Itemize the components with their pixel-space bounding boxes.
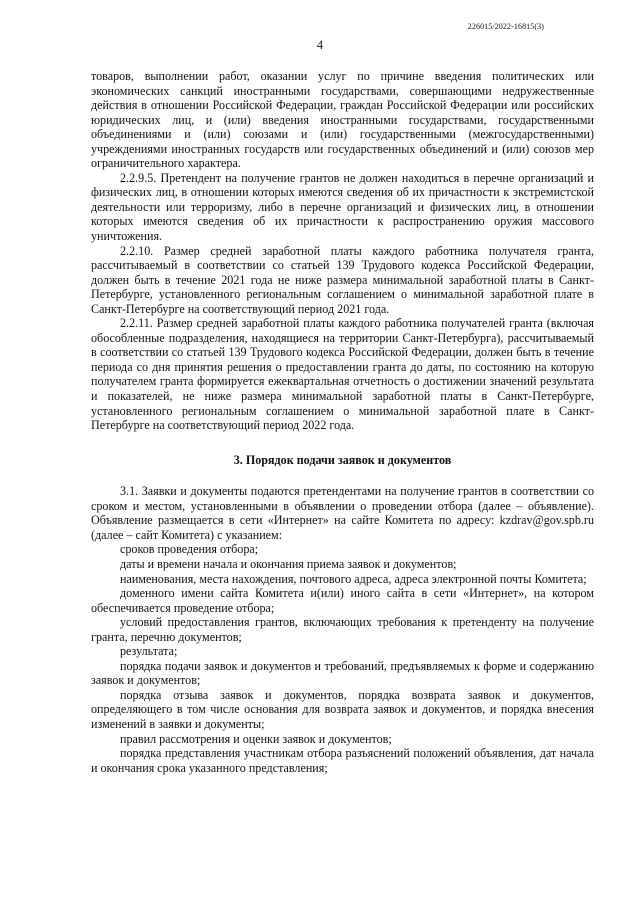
document-id: 226015/2022-16815(3) bbox=[467, 22, 544, 31]
page-number: 4 bbox=[316, 38, 324, 52]
list-item: условий предоставления грантов, включающих требования к претенденту на получение гранта, перечню документов; bbox=[91, 615, 594, 644]
document-body bbox=[91, 69, 594, 775]
list-item: правил рассмотрения и оценки заявок и документов; bbox=[120, 731, 392, 746]
list-item: порядка подачи заявок и документов и требований, предъявляемых к форме и содержанию заявок и документов; bbox=[91, 658, 594, 688]
paragraph-continuation: товаров, выполнении работ, оказании услуг по причине введения политических или экономических санкций иностранными государствами, совершающими недружественные действия в отношении Российской Федерации, граждан Российской Федерации или российских юридических лиц, и (или) введения иностранными государствами, государственными объединениями и (или) союзами и (или) государственными (межгосударственными) учреждениями иностранных государств или государственных объединений и (или) союзов мер ограничительного характера. bbox=[91, 69, 594, 171]
list-item: доменного имени сайта Комитета и(или) иного сайта в сети «Интернет», на котором обеспечивается проведение отбора; bbox=[91, 586, 594, 615]
paragraph-2-2-11: 2.2.11. Размер средней заработной платы каждого работника получателей гранта (включая обособленные подразделения, находящиеся на территории Санкт-Петербурга), рассчитываемый в соответствии со статьей 139 Трудового кодекса Российской Федерации, должен быть в течение периода со дня принятия решения о предоставлении гранта до даты, по состоянию на которую получателем гранта формируется ежеквартальная отчетность о достижении значений результата и показателей, не ниже размера минимальной заработной платы в Санкт-Петербурге, установленного региональным соглашением о минимальной заработной плате в Санкт-Петербурге на соответствующий период 2022 года. bbox=[91, 316, 594, 433]
section-heading: 3. Порядок подачи заявок и документов bbox=[233, 452, 452, 467]
list-item: порядка отзыва заявок и документов, порядка возврата заявок и документов, определяющего в том числе основания для возврата заявок и документов, и порядка внесения изменений в заявки и документы; bbox=[91, 687, 594, 731]
list-item: наименования, места нахождения, почтового адреса, адреса электронной почты Комитета; bbox=[120, 571, 587, 586]
list-item: результата; bbox=[120, 644, 178, 659]
paragraph-3-1: 3.1. Заявки и документы подаются претендентами на получение грантов в соответствии со сроком и местом, установленными в объявлении о проведении отбора (далее – объявление). Объявление размещается в сети «Интернет» на сайте Комитета по адресу: kzdrav@gov.spb.ru (далее – сайт Комитета) с указанием: bbox=[91, 484, 594, 542]
list-item: порядка представления участникам отбора разъяснений положений объявления, дат начала и окончания срока указанного представления; bbox=[91, 746, 594, 775]
list-item: даты и времени начала и окончания приема заявок и документов; bbox=[120, 556, 457, 571]
list-item: сроков проведения отбора; bbox=[120, 542, 259, 557]
paragraph-2-2-9-5: 2.2.9.5. Претендент на получение грантов не должен находиться в перечне организаций и физических лиц, в отношении которых имеются сведения об их причастности к экстремистской деятельности или терроризму, либо в перечне организаций и физических лиц, в отношении которых имеются сведения об их причастности к распространению оружия массового уничтожения. bbox=[91, 170, 594, 244]
paragraph-2-2-10: 2.2.10. Размер средней заработной платы каждого работника получателя гранта, рассчитываемый в соответствии со статьей 139 Трудового кодекса Российской Федерации, должен быть в течение 2021 года не ниже размера минимальной заработной платы в Санкт-Петербурге, установленного региональным соглашением о минимальной заработной плате в Санкт-Петербурге на соответствующий период 2021 года. bbox=[91, 243, 594, 316]
